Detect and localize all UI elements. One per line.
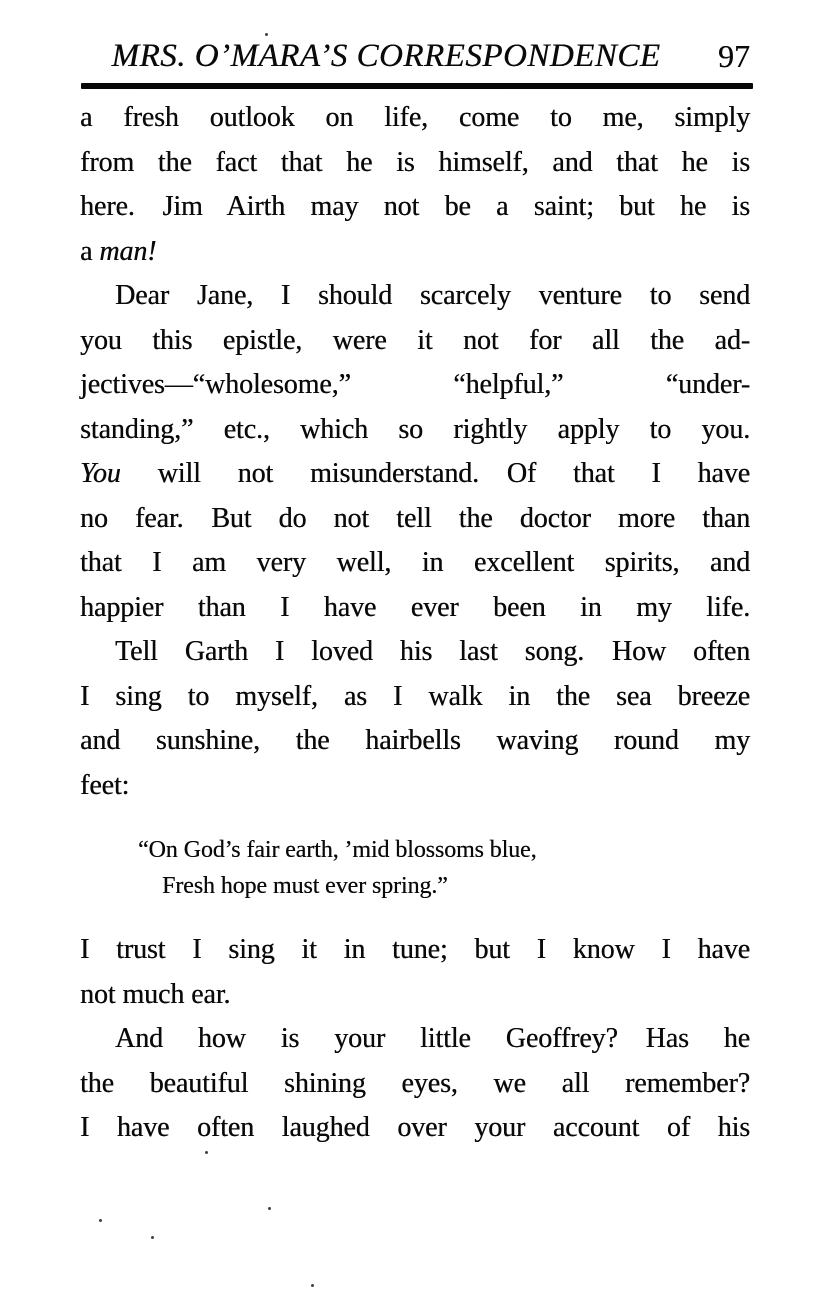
text-line bbox=[80, 1106, 750, 1151]
text-segment: not much ear. bbox=[80, 978, 231, 1010]
text-segment: Dear Jane, I should scarcely venture to send bbox=[115, 280, 750, 311]
text-segment: no fear. But do not tell the doctor more than bbox=[80, 502, 750, 534]
text-segment: feet: bbox=[80, 769, 130, 801]
text-segment: standing,” etc., which so rightly apply to you. bbox=[80, 413, 750, 445]
text-line bbox=[80, 1062, 750, 1107]
text-line bbox=[80, 675, 750, 720]
text-line bbox=[80, 832, 750, 868]
text-line bbox=[80, 928, 750, 973]
text-segment: the beautiful shining eyes, we all remember? bbox=[80, 1067, 750, 1099]
text-segment: jectives—“wholesome,” “helpful,” “under- bbox=[80, 369, 750, 400]
header-rule bbox=[81, 83, 753, 89]
text-segment: And how is your little Geoffrey? Has he bbox=[115, 1023, 750, 1054]
scan-speck bbox=[268, 1207, 271, 1210]
text-segment: that I am very well, in excellent spirits, and bbox=[80, 547, 750, 578]
text-line bbox=[80, 1017, 750, 1062]
text-line bbox=[80, 973, 750, 1018]
paragraph-block bbox=[80, 96, 750, 274]
scan-speck bbox=[205, 1151, 208, 1154]
text-segment: a bbox=[80, 235, 100, 267]
page-number: 97 bbox=[718, 38, 750, 74]
text-segment: will not misunderstand. Of that I have bbox=[120, 458, 750, 489]
text-line bbox=[80, 719, 750, 764]
verse-block bbox=[80, 832, 750, 904]
text-segment: “On God’s fair earth, ’mid blossoms blue, bbox=[138, 837, 537, 863]
text-segment: I have often laughed over your account of his bbox=[80, 1112, 750, 1143]
scan-speck bbox=[265, 33, 268, 36]
scan-speck bbox=[151, 1236, 154, 1239]
scan-speck bbox=[311, 1284, 314, 1287]
running-header bbox=[80, 34, 752, 80]
text-line bbox=[80, 319, 750, 364]
text-segment: Fresh hope must ever spring.” bbox=[162, 873, 448, 899]
text-line bbox=[80, 497, 750, 542]
text-segment: I sing to myself, as I walk in the sea breeze bbox=[80, 680, 750, 712]
italic-text-segment: man! bbox=[99, 235, 157, 267]
running-header-title: MRS. O’MARA’S CORRESPONDENCE bbox=[111, 38, 661, 74]
text-line bbox=[80, 96, 750, 141]
italic-text-segment: You bbox=[80, 458, 121, 489]
text-line bbox=[80, 363, 750, 408]
text-line bbox=[80, 141, 750, 186]
text-line bbox=[80, 274, 750, 319]
text-line bbox=[80, 408, 750, 453]
paragraph-block bbox=[80, 928, 750, 1017]
text-segment: a fresh outlook on life, come to me, simply bbox=[80, 102, 750, 133]
scan-speck bbox=[99, 1219, 102, 1222]
text-line bbox=[80, 185, 750, 230]
text-segment: Tell Garth I loved his last song. How often bbox=[115, 636, 750, 667]
text-line bbox=[80, 868, 750, 904]
text-line bbox=[80, 586, 750, 631]
text-line bbox=[80, 230, 750, 275]
text-segment: you this epistle, were it not for all the ad- bbox=[80, 324, 750, 356]
paragraph-block bbox=[80, 274, 750, 630]
text-segment: here. Jim Airth may not be a saint; but he is bbox=[80, 191, 750, 222]
text-line bbox=[80, 541, 750, 586]
text-line bbox=[80, 452, 750, 497]
paragraph-block bbox=[80, 1017, 750, 1151]
page-body bbox=[80, 96, 750, 1151]
text-segment: happier than I have ever been in my life. bbox=[80, 591, 750, 623]
text-line bbox=[80, 764, 750, 809]
text-segment: I trust I sing it in tune; but I know I have bbox=[80, 934, 750, 965]
paragraph-block bbox=[80, 630, 750, 808]
text-segment: and sunshine, the hairbells waving round my bbox=[80, 725, 750, 756]
text-line bbox=[80, 630, 750, 675]
text-segment: from the fact that he is himself, and that he is bbox=[80, 146, 750, 178]
